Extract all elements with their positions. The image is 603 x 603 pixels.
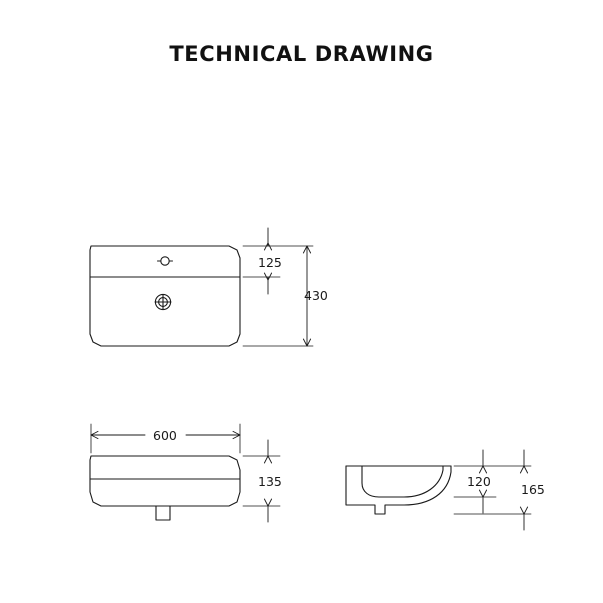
front-view-extension-lines bbox=[91, 424, 280, 506]
top-view-outline bbox=[90, 246, 240, 346]
front-view-outline bbox=[90, 456, 240, 520]
waste-outlet-icon bbox=[155, 294, 171, 309]
side-view-outline bbox=[346, 466, 451, 514]
dimension-label-125: 125 bbox=[258, 255, 282, 270]
dimension-label-135: 135 bbox=[258, 474, 282, 489]
dimension-label-165: 165 bbox=[521, 482, 545, 497]
page-title: TECHNICAL DRAWING bbox=[169, 42, 434, 66]
dimension-label-120: 120 bbox=[467, 474, 491, 489]
dimension-label-600: 600 bbox=[153, 428, 177, 443]
side-view-extension-lines bbox=[454, 466, 531, 514]
tap-hole-icon bbox=[158, 257, 173, 265]
dimension-label-430: 430 bbox=[304, 288, 328, 303]
